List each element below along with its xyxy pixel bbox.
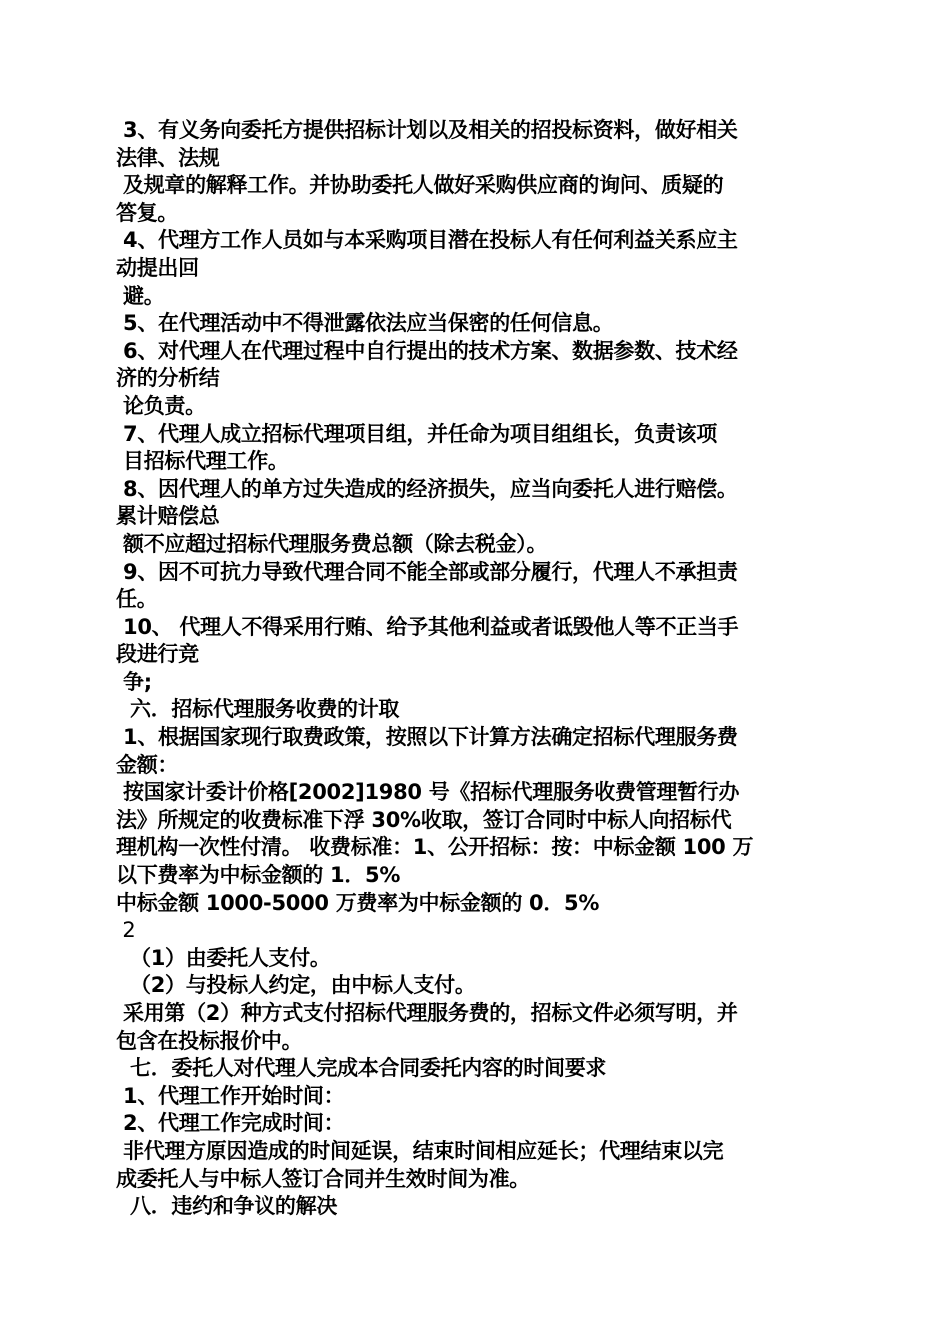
text-line: 按国家计委计价格[2002]1980 号《招标代理服务收费管理暂行办 [116,780,740,805]
text-line: 8、因代理人的单方过失造成的经济损失，应当向委托人进行赔偿。 [116,476,738,501]
text-line: 答复。 [116,200,179,225]
text-line: 争; [116,669,152,694]
text-line: 9、因不可抗力导致代理合同不能全部或部分履行，代理人不承担责 [116,559,738,584]
text-line: 非代理方原因造成的时间延误，结束时间相应延长；代理结束以完 [116,1138,724,1163]
text-line: （1）由委托人支付。 [116,945,331,970]
text-line: 采用第（2）种方式支付招标代理服务费的，招标文件必须写明，并 [116,1001,738,1025]
text-line: 7、代理人成立招标代理项目组，并任命为项目组组长，负责该项 [116,421,717,446]
text-line: 1、根据国家现行取费政策，按照以下计算方法确定招标代理服务费 [116,725,738,750]
text-line: 济的分析结 [116,366,220,391]
text-line: 以下费率为中标金额的 1．5% [116,863,401,888]
text-line: 金额： [116,752,179,777]
text-line: 段进行竞 [116,642,199,667]
text-line: 累计赔偿总 [116,504,220,529]
text-line: 及规章的解释工作。并协助委托人做好采购供应商的询问、质疑的 [116,173,724,198]
document-body [116,117,836,1221]
text-line: 法》所规定的收费标准下浮 30%收取，签订合同时中标人向招标代 [116,807,732,832]
text-line: 中标金额 1000-5000 万费率为中标金额的 0．5% [116,890,600,915]
text-line: 3、有义务向委托方提供招标计划以及相关的招投标资料，做好相关 [116,118,738,142]
page-number-text: 2 [116,918,136,943]
text-line: 理机构一次性付清。 收费标准：1、公开招标：按：中标金额 100 万 [116,835,754,860]
section-heading: 八．违约和争议的解决 [116,1194,338,1219]
text-line: 目招标代理工作。 [116,449,289,474]
text-line: 动提出回 [116,255,199,280]
text-line: 2、代理工作完成时间： [116,1111,345,1136]
text-line: 1、代理工作开始时间： [116,1083,345,1108]
section-heading: 六．招标代理服务收费的计取 [116,697,400,722]
text-line: 成委托人与中标人签订合同并生效时间为准。 [116,1166,530,1191]
text-line: 任。 [116,587,158,612]
text-line: 法律、法规 [116,145,220,170]
text-line: 10、 代理人不得采用行贿、给予其他利益或者诋毁他人等不正当手 [116,614,739,639]
section-heading: 七．委托人对代理人完成本合同委托内容的时间要求 [116,1056,607,1081]
text-line: 5、在代理活动中不得泄露依法应当保密的任何信息。 [116,311,614,336]
text-line: 避。 [116,283,165,308]
text-line: 论负责。 [116,393,206,418]
text-line: 4、代理方工作人员如与本采购项目潜在投标人有任何利益关系应主 [116,228,738,253]
text-line: （2）与投标人约定，由中标人支付。 [116,973,476,998]
text-line: 6、对代理人在代理过程中自行提出的技术方案、数据参数、技术经 [116,338,738,363]
text-line: 额不应超过招标代理服务费总额（除去税金）。 [116,531,548,556]
text-line: 包含在投标报价中。 [116,1028,303,1053]
